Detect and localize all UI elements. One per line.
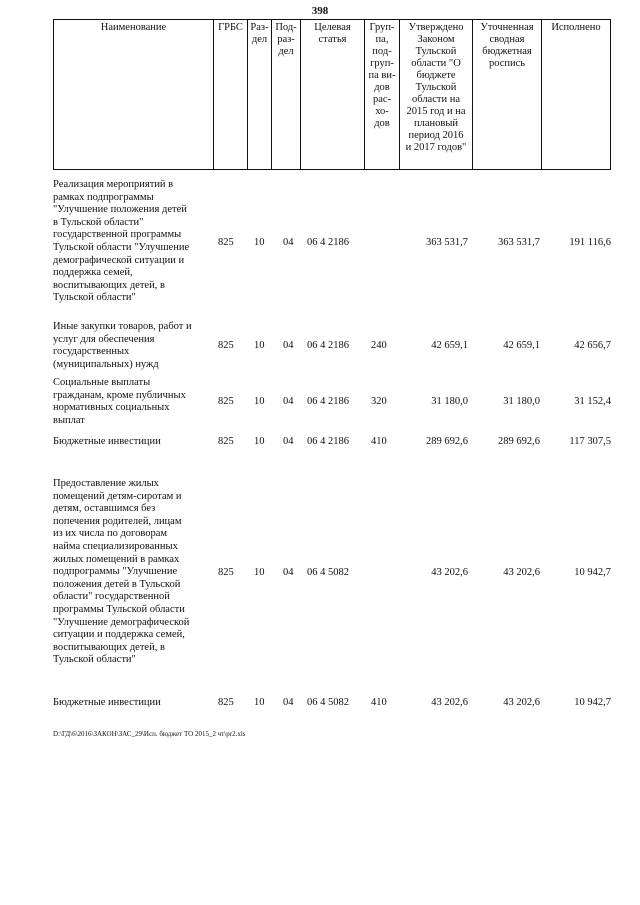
row-executed: 10 942,7	[574, 567, 611, 578]
row-target: 06 4 5082	[307, 697, 349, 708]
row-group: 320	[371, 396, 387, 407]
row-group: 410	[371, 697, 387, 708]
row-specified: 363 531,7	[498, 237, 540, 248]
row-specified: 42 659,1	[503, 340, 540, 351]
header-approved: Утверждено Законом Тульской области "О бюджете Тульской области на 2015 год и на плановый период 2016 и 2017 годов"	[405, 22, 467, 153]
row-specified: 289 692,6	[498, 436, 540, 447]
row-target: 06 4 2186	[307, 436, 349, 447]
row-subsection: 04	[283, 697, 294, 708]
row-approved: 31 180,0	[431, 396, 468, 407]
row-approved: 42 659,1	[431, 340, 468, 351]
column-divider	[213, 20, 214, 169]
table-header	[53, 19, 611, 170]
row-section: 10	[254, 436, 265, 447]
row-target: 06 4 5082	[307, 567, 349, 578]
row-executed: 191 116,6	[569, 237, 611, 248]
row-grbs: 825	[218, 340, 234, 351]
row-subsection: 04	[283, 567, 294, 578]
row-name: Иные закупки товаров, работ и услуг для обеспечения государственных (муниципальных) нужд	[53, 321, 192, 370]
header-subsection: Под- раз- дел	[275, 22, 297, 57]
row-executed: 10 942,7	[574, 697, 611, 708]
page-number: 398	[311, 5, 329, 17]
row-approved: 289 692,6	[426, 436, 468, 447]
header-executed: Исполнено	[551, 22, 601, 33]
row-target: 06 4 2186	[307, 340, 349, 351]
row-name: Бюджетные инвестиции	[53, 697, 161, 708]
row-grbs: 825	[218, 567, 234, 578]
row-approved: 43 202,6	[431, 567, 468, 578]
row-approved: 363 531,7	[426, 237, 468, 248]
row-group: 410	[371, 436, 387, 447]
row-name: Бюджетные инвестиции	[53, 436, 161, 447]
row-executed: 42 656,7	[574, 340, 611, 351]
row-target: 06 4 2186	[307, 396, 349, 407]
row-subsection: 04	[283, 436, 294, 447]
row-grbs: 825	[218, 237, 234, 248]
row-subsection: 04	[283, 396, 294, 407]
row-grbs: 825	[218, 396, 234, 407]
row-approved: 43 202,6	[431, 697, 468, 708]
row-grbs: 825	[218, 697, 234, 708]
header-group: Груп- па, под- груп- па ви- дов рас- хо- дов	[368, 22, 396, 129]
header-name: Наименование	[100, 22, 167, 33]
row-grbs: 825	[218, 436, 234, 447]
row-section: 10	[254, 567, 265, 578]
row-specified: 31 180,0	[503, 396, 540, 407]
row-name: Предоставление жилых помещений детям-сиротам и детям, оставшимся без попечения родителей, лицам из их числа по договорам найма специализированных жилых помещений в рамках подпрограммы "Улучшение положения детей в Тульской области" государственной программы Тульской области "Улучшение демографической ситуации и поддержка семей, воспитывающих детей, в Тульской области"	[53, 478, 190, 666]
header-section: Раз- дел	[250, 22, 269, 45]
row-section: 10	[254, 237, 265, 248]
header-target: Целевая статья	[314, 22, 351, 45]
row-subsection: 04	[283, 237, 294, 248]
row-name: Социальные выплаты гражданам, кроме публичных нормативных социальных выплат	[53, 377, 186, 426]
row-executed: 117 307,5	[569, 436, 611, 447]
row-name: Реализация мероприятий в рамках подпрограммы "Улучшение положения детей в Тульской области" государственной программы Тульской области "Улучшение демографической ситуации и поддержка семей, воспитывающих детей, в Тульской области"	[53, 179, 190, 304]
row-subsection: 04	[283, 340, 294, 351]
row-target: 06 4 2186	[307, 237, 349, 248]
row-section: 10	[254, 697, 265, 708]
row-specified: 43 202,6	[503, 567, 540, 578]
column-divider	[541, 20, 542, 169]
row-group: 240	[371, 340, 387, 351]
row-section: 10	[254, 396, 265, 407]
header-grbs: ГРБС	[218, 22, 243, 33]
file-path-footer: D:\ГД\6\2016\ЗАКОН\ЗАС_29\Исп. бюджет ТО 2015_2 чт\pr2.xls	[53, 730, 246, 738]
header-specified: Уточненная сводная бюджетная роспись	[480, 22, 534, 69]
row-executed: 31 152,4	[574, 396, 611, 407]
row-section: 10	[254, 340, 265, 351]
row-specified: 43 202,6	[503, 697, 540, 708]
